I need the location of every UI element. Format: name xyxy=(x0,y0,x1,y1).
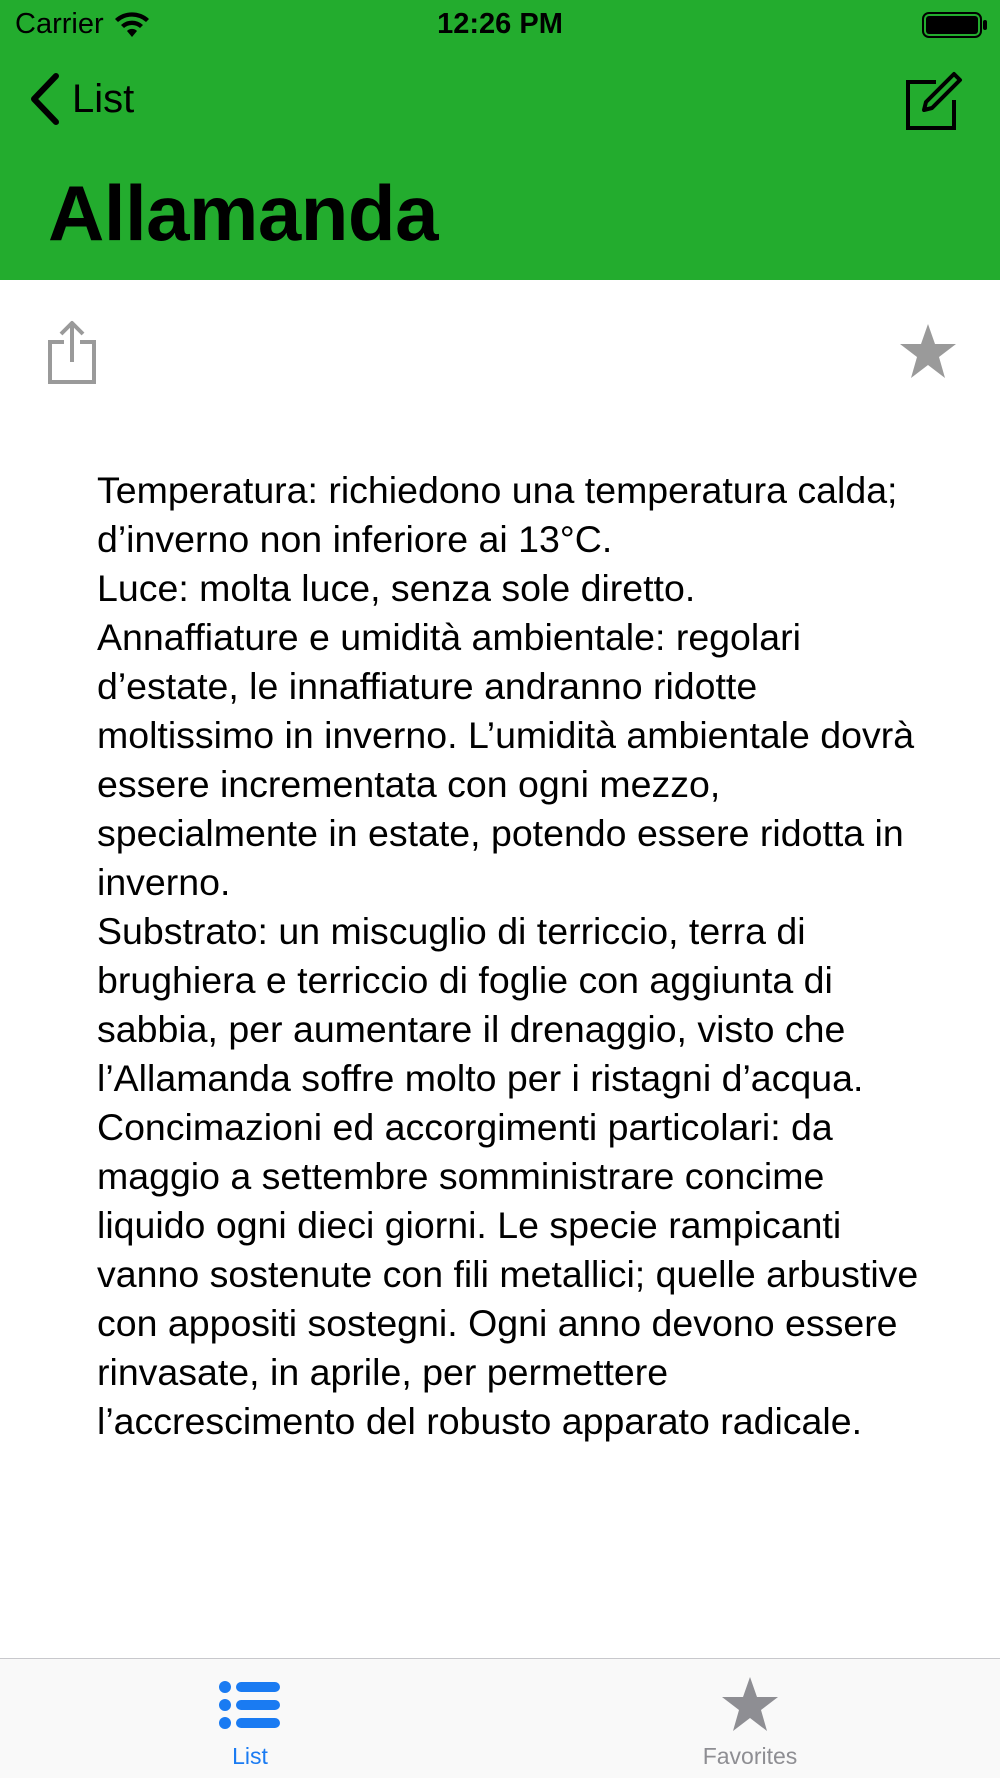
list-icon xyxy=(218,1677,282,1733)
nav-header xyxy=(0,0,1000,280)
paragraph-temperature: Temperatura: richiedono una temperatura calda; d’inverno non inferiore ai 13°C. xyxy=(97,469,898,560)
paragraph-fertilizing: Concimazioni ed accorgimenti particolari: da maggio a settembre somministrare concime liquido ogni dieci giorni. Le specie rampicanti vanno sostenute con fili metallici; quelle arbustive con appositi sostegni. Ogni anno devono essere rinvasate, in aprile, per permettere l’accrescimento del robusto apparato radicale. xyxy=(97,1106,919,1442)
compose-icon[interactable] xyxy=(902,70,964,132)
paragraph-watering: Annaffiature e umidità ambientale: regolari d’estate, le innaffiature andranno ridotte moltissimo in inverno. L’umidità ambientale dovrà essere incrementata con ogni mezzo, specialmente in estate, potendo essere ridotta in inverno. xyxy=(97,616,915,903)
tab-bar xyxy=(0,1658,1000,1778)
page-title: Allamanda xyxy=(48,169,438,257)
paragraph-light: Luce: molta luce, senza sole diretto. xyxy=(97,567,696,609)
share-icon[interactable] xyxy=(46,320,98,386)
navigation-bar xyxy=(0,60,1000,144)
battery-icon xyxy=(922,12,988,38)
back-button-label: List xyxy=(72,76,135,121)
plant-description xyxy=(97,466,927,1446)
star-icon xyxy=(718,1677,782,1733)
tab-favorites[interactable] xyxy=(650,1659,850,1778)
tab-favorites-label: Favorites xyxy=(702,1743,798,1769)
back-button[interactable] xyxy=(28,72,134,126)
carrier-label: Carrier xyxy=(15,8,104,40)
status-time: 12:26 PM xyxy=(437,8,563,40)
status-bar xyxy=(0,0,1000,50)
tab-list[interactable] xyxy=(150,1659,350,1778)
favorite-star-icon[interactable] xyxy=(898,322,958,382)
tab-list-label: List xyxy=(232,1743,268,1769)
chevron-left-icon xyxy=(28,72,62,126)
paragraph-substrate: Substrato: un miscuglio di terriccio, terra di brughiera e terriccio di foglie con aggiunta di sabbia, per aumentare il drenaggio, visto che l’Allamanda soffre molto per i ristagni d’acqua. xyxy=(97,910,864,1099)
